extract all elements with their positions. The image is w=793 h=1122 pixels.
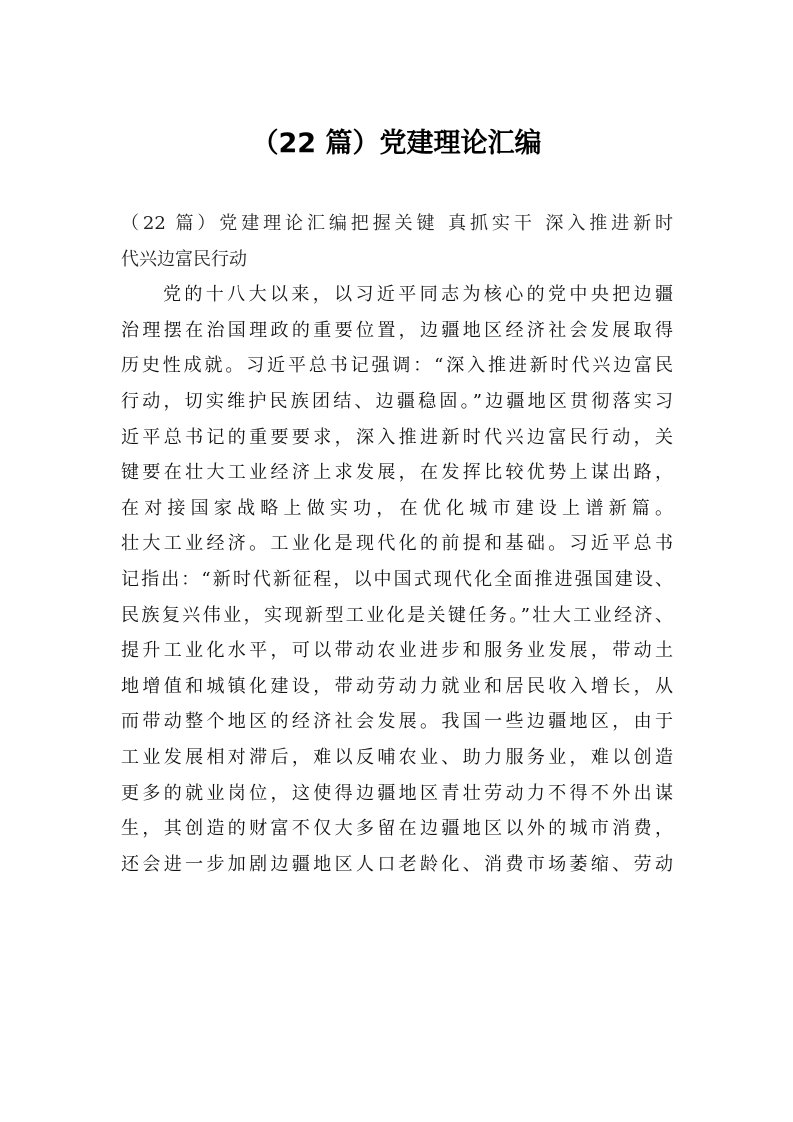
paragraph-line: 更多的就业岗位，这使得边疆地区青壮劳动力不得不外出谋 <box>121 782 673 804</box>
paragraph-line: 近平总书记的重要要求，深入推进新时代兴边富民行动，关 <box>121 426 673 448</box>
document-body <box>121 206 673 882</box>
paragraph-line: 在对接国家战略上做实功，在优化城市建设上谱新篇。 <box>121 497 673 519</box>
paragraph-line: 生，其创造的财富不仅大多留在边疆地区以外的城市消费， <box>121 818 673 840</box>
document-title: （22 篇）党建理论汇编 <box>251 128 542 159</box>
paragraph-line: 记指出：“新时代新征程，以中国式现代化全面推进强国建设、 <box>121 568 673 590</box>
paragraph-line: 还会进一步加剧边疆地区人口老龄化、消费市场萎缩、劳动 <box>121 853 673 875</box>
paragraph-line: 键要在壮大工业经济上求发展，在发挥比较优势上谋出路， <box>121 462 673 484</box>
paragraph-line: 治理摆在治国理政的重要位置，边疆地区经济社会发展取得 <box>121 319 673 341</box>
paragraph-line: 而带动整个地区的经济社会发展。我国一些边疆地区，由于 <box>121 711 673 733</box>
paragraph-line: 党的十八大以来，以习近平同志为核心的党中央把边疆 <box>163 284 673 306</box>
paragraph-line: 工业发展相对滞后，难以反哺农业、助力服务业，难以创造 <box>121 746 673 768</box>
paragraph-line: 民族复兴伟业，实现新型工业化是关键任务。”壮大工业经济、 <box>121 604 673 626</box>
paragraph-line: 提升工业化水平，可以带动农业进步和服务业发展，带动土 <box>121 640 673 662</box>
paragraph-line: 行动，切实维护民族团结、边疆稳固。”边疆地区贯彻落实习 <box>121 390 673 412</box>
subtitle-line-1: （22 篇）党建理论汇编把握关键 真抓实干 深入推进新时 <box>121 213 673 234</box>
paragraph-line: 地增值和城镇化建设，带动劳动力就业和居民收入增长，从 <box>121 675 673 697</box>
paragraph-line: 壮大工业经济。工业化是现代化的前提和基础。习近平总书 <box>121 533 673 555</box>
subtitle-line-2: 代兴边富民行动 <box>121 248 247 270</box>
paragraph-line: 历史性成就。习近平总书记强调：“深入推进新时代兴边富民 <box>121 355 673 377</box>
